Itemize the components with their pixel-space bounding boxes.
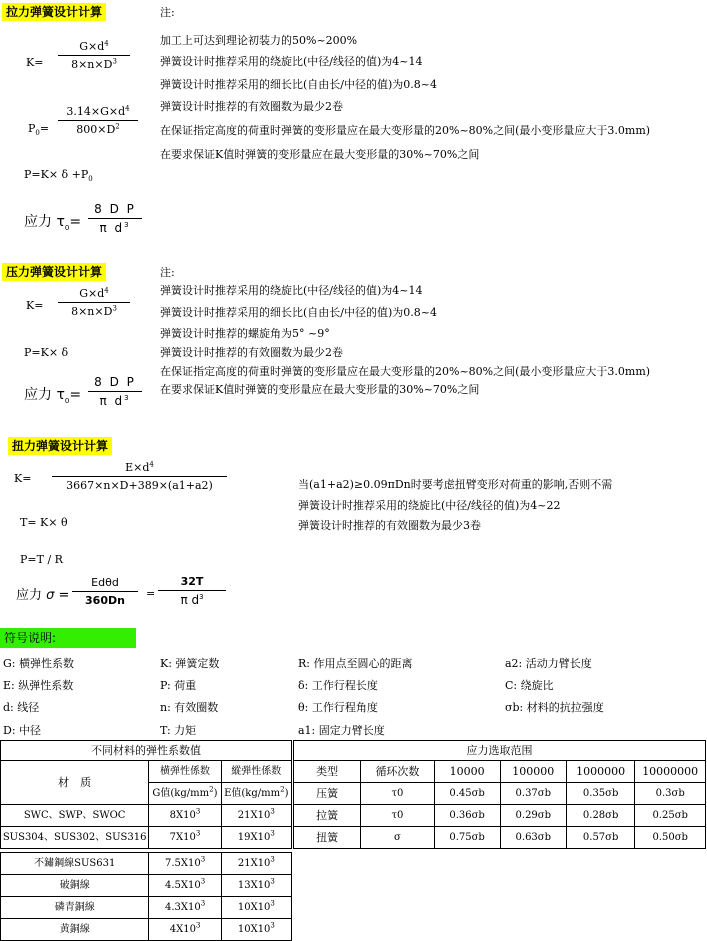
symbol-item: K: 弹簧定数 <box>160 657 220 670</box>
compression-note-title: 注: <box>160 266 175 279</box>
stress-cell: τ0 <box>361 805 434 827</box>
stress-cell: 0.45σb <box>434 783 500 805</box>
symbol-item: T: 力矩 <box>160 724 197 737</box>
stress-cell: 扭簧 <box>294 827 361 849</box>
tension-k-fraction: $G\times d^4$ $8\times n\times D^3$ <box>58 40 130 71</box>
symbol-item: δ: 工作行程长度 <box>298 679 378 692</box>
col-g: 横弹性係数 <box>149 761 221 783</box>
e-cell: $21X10^3$ <box>221 805 291 827</box>
stress-header-cell: 类型 <box>294 761 361 783</box>
tension-note: 弹簧设计时推荐采用的绕旋比(中径/线径的值)为4~14 <box>160 55 423 68</box>
compression-note: 弹簧设计时推荐采用的细长比(自由长/中径的值)为0.8~4 <box>160 306 437 319</box>
compression-stress-label: 应力 $\tau_0=$ <box>24 387 82 405</box>
elastic-modulus-table-continued <box>0 852 292 941</box>
table-row <box>294 827 706 849</box>
g-cell: $8X10^3$ <box>149 805 221 827</box>
tension-stress-label: 应力 $\tau_0=$ <box>24 214 82 232</box>
torsion-note: 弹簧设计时推荐采用的绕旋比(中径/线径的值)为4~22 <box>298 499 561 512</box>
stress-cell: 0.50σb <box>635 827 706 849</box>
stress-header-cell: 循环次数 <box>361 761 434 783</box>
compression-title: 压力弹簧设计计算 <box>2 263 106 281</box>
table-row <box>1 805 292 827</box>
elastic-table-title: 不同材料的弹性系数值 <box>1 741 292 761</box>
compression-stress-fraction: 8 D P π $d^3$ <box>88 375 142 408</box>
stress-cell: 0.57σb <box>566 827 634 849</box>
col-e: 縱弾性係数 <box>221 761 291 783</box>
stress-cell: 0.37σb <box>500 783 566 805</box>
tension-note-title: 注: <box>160 6 175 19</box>
compression-note: 弹簧设计时推荐的螺旋角为5° ~9° <box>160 327 330 340</box>
stress-table-title: 应力选取范围 <box>294 741 706 761</box>
stress-cell: 0.28σb <box>566 805 634 827</box>
compression-note: 弹簧设计时推荐采用的绕旋比(中径/线径的值)为4~14 <box>160 284 423 297</box>
table-row <box>294 783 706 805</box>
material-cell: SUS304、SUS302、SUS316 <box>1 827 149 849</box>
e-cell: $19X10^3$ <box>221 827 291 849</box>
symbols-title: 符号说明: <box>0 628 136 648</box>
torsion-k-label: K= <box>14 472 32 485</box>
material-cell: 破銅線 <box>1 875 149 897</box>
e-cell: $10X10^3$ <box>221 919 291 941</box>
compression-note: 弹簧设计时推荐的有效圈数为最少2卷 <box>160 346 343 359</box>
torsion-k-fraction: $E\times d^4$ 3667×n×D+389×(a1+a2) <box>52 461 227 492</box>
stress-cell: σ <box>361 827 434 849</box>
symbol-item: θ: 工作行程角度 <box>298 701 378 714</box>
symbol-item: d: 线径 <box>3 701 40 714</box>
symbol-item: E: 纵弹性系数 <box>3 679 74 692</box>
stress-header-cell: 1000000 <box>566 761 634 783</box>
stress-cell: τ0 <box>361 783 434 805</box>
torsion-stress-eq: = <box>146 587 156 600</box>
stress-cell: 0.25σb <box>635 805 706 827</box>
compression-k-label: K= <box>26 299 44 312</box>
torsion-stress-fraction-2: 32T π $d^3$ <box>158 575 226 607</box>
g-cell: $4X10^3$ <box>149 919 221 941</box>
e-cell: $13X10^3$ <box>221 875 291 897</box>
g-cell: $7.5X10^3$ <box>149 853 221 875</box>
tension-stress-fraction: 8 D P π $d^3$ <box>88 202 142 235</box>
torsion-title: 扭力弹簧设计计算 <box>8 437 112 455</box>
symbol-item: C: 绕旋比 <box>505 679 554 692</box>
table-row <box>1 919 292 941</box>
elastic-modulus-table <box>0 740 292 849</box>
g-cell: $4.5X10^3$ <box>149 875 221 897</box>
stress-cell: 0.63σb <box>500 827 566 849</box>
stress-cell: 压簧 <box>294 783 361 805</box>
tension-note: 加工上可达到理论初装力的50%~200% <box>160 34 358 47</box>
stress-cell: 0.3σb <box>635 783 706 805</box>
unit-e: E值$(kg/mm^2)$ <box>221 783 291 805</box>
col-material: 材 质 <box>1 761 149 805</box>
torsion-t-formula: T= K× θ <box>20 516 68 529</box>
symbol-item: D: 中径 <box>3 724 42 737</box>
torsion-stress-label: 应力 σ = <box>16 588 70 603</box>
table-row <box>294 805 706 827</box>
material-cell: SWC、SWP、SWOC <box>1 805 149 827</box>
tension-note: 在要求保证K值时弹簧的变形量应在最大变形量的30%~70%之间 <box>160 148 480 161</box>
symbol-item: a2: 活动力臂长度 <box>505 657 592 670</box>
torsion-p-formula: P=T / R <box>20 553 63 566</box>
table-row <box>1 875 292 897</box>
tension-p-formula: $P=K\times \delta +P_0$ <box>24 168 93 184</box>
tension-p0-fraction: $3.14\times G\times d^4$ $800\times D^2$ <box>58 105 138 136</box>
stress-header-cell: 10000000 <box>635 761 706 783</box>
stress-cell: 拉簧 <box>294 805 361 827</box>
g-cell: $4.3X10^3$ <box>149 897 221 919</box>
symbol-item: a1: 固定力臂长度 <box>298 724 385 737</box>
torsion-note: 弹簧设计时推荐的有效圈数为最少3卷 <box>298 519 481 532</box>
symbol-item: σb: 材料的抗拉强度 <box>505 701 604 714</box>
torsion-note: 当(a1+a2)≥0.09πDn时要考虑扭臂变形对荷重的影响,否则不需 <box>298 478 613 491</box>
table-row <box>1 827 292 849</box>
stress-cell: 0.29σb <box>500 805 566 827</box>
unit-g: G值$(kg/mm^2)$ <box>149 783 221 805</box>
compression-k-fraction: $G\times d^4$ $8\times n\times D^3$ <box>58 287 130 318</box>
tension-p0-label: $P_0=$ <box>28 122 50 138</box>
compression-p-formula: P=K× δ <box>24 346 69 359</box>
table-row <box>1 897 292 919</box>
material-cell: 磷青銅線 <box>1 897 149 919</box>
material-cell: 黄銅線 <box>1 919 149 941</box>
symbol-item: G: 横弹性系数 <box>3 657 74 670</box>
tension-title: 拉力弹簧设计计算 <box>2 3 106 21</box>
tension-note: 在保证指定高度的荷重时弹簧的变形量应在最大变形量的20%~80%之间(最小变形量应大于3.0mm) <box>160 124 651 137</box>
tension-note: 弹簧设计时推荐的有效圈数为最少2卷 <box>160 100 343 113</box>
e-cell: $10X10^3$ <box>221 897 291 919</box>
tension-note: 弹簧设计时推荐采用的细长比(自由长/中径的值)为0.8~4 <box>160 78 437 91</box>
compression-note: 在要求保证K值时弹簧的变形量应在最大变形量的30%~70%之间 <box>160 383 480 396</box>
stress-header-cell: 10000 <box>434 761 500 783</box>
symbol-item: n: 有效圈数 <box>160 701 219 714</box>
table-row <box>1 853 292 875</box>
g-cell: $7X10^3$ <box>149 827 221 849</box>
compression-note: 在保证指定高度的荷重时弹簧的变形量应在最大变形量的20%~80%之间(最小变形量应大于3.0mm) <box>160 365 651 378</box>
symbol-item: P: 荷重 <box>160 679 197 692</box>
stress-header-cell: 100000 <box>500 761 566 783</box>
e-cell: $21X10^3$ <box>221 853 291 875</box>
torsion-stress-fraction-1: Edθd 360Dn <box>72 576 138 607</box>
stress-cell: 0.35σb <box>566 783 634 805</box>
stress-cell: 0.36σb <box>434 805 500 827</box>
material-cell: 不鏽鋼線SUS631 <box>1 853 149 875</box>
symbol-item: R: 作用点至圆心的距离 <box>298 657 413 670</box>
tension-k-label: K= <box>26 56 44 69</box>
stress-range-table <box>293 740 706 849</box>
stress-cell: 0.75σb <box>434 827 500 849</box>
